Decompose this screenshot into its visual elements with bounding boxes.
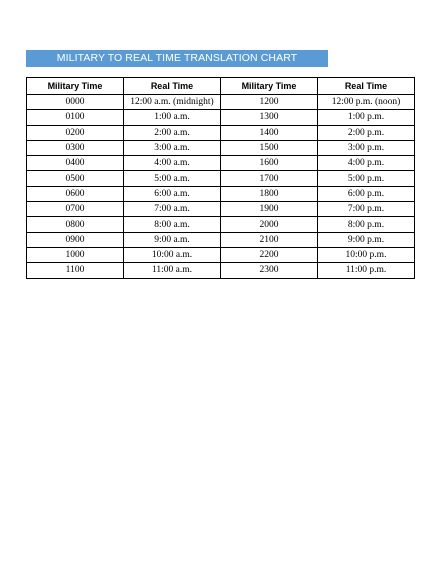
header-row: [27, 78, 415, 95]
translation-table: [26, 77, 415, 279]
table-row: [27, 140, 415, 155]
real-time-cell: 9:00 a.m.: [124, 232, 221, 247]
real-time-cell: 9:00 p.m.: [318, 232, 415, 247]
military-time-cell: 2100: [221, 232, 318, 247]
table-row: [27, 186, 415, 201]
table-row: [27, 263, 415, 278]
military-time-cell: 2000: [221, 217, 318, 232]
table-row: [27, 247, 415, 262]
military-time-cell: 0700: [27, 202, 124, 217]
real-time-cell: 5:00 p.m.: [318, 171, 415, 186]
header-real-time: Real Time: [318, 78, 415, 95]
military-time-cell: 0800: [27, 217, 124, 232]
table-row: [27, 202, 415, 217]
real-time-cell: 7:00 p.m.: [318, 202, 415, 217]
real-time-cell: 5:00 a.m.: [124, 171, 221, 186]
real-time-cell: 11:00 p.m.: [318, 263, 415, 278]
military-time-cell: 1400: [221, 125, 318, 140]
military-time-cell: 2300: [221, 263, 318, 278]
military-time-cell: 0500: [27, 171, 124, 186]
military-time-cell: 1500: [221, 140, 318, 155]
table-row: [27, 156, 415, 171]
table-row: [27, 171, 415, 186]
real-time-cell: 2:00 p.m.: [318, 125, 415, 140]
real-time-cell: 1:00 p.m.: [318, 110, 415, 125]
real-time-cell: 12:00 p.m. (noon): [318, 95, 415, 110]
real-time-cell: 7:00 a.m.: [124, 202, 221, 217]
real-time-cell: 1:00 a.m.: [124, 110, 221, 125]
military-time-cell: 0900: [27, 232, 124, 247]
chart-title: MILITARY TO REAL TIME TRANSLATION CHART: [26, 50, 328, 67]
real-time-cell: 12:00 a.m. (midnight): [124, 95, 221, 110]
military-time-cell: 1700: [221, 171, 318, 186]
header-military-time: Military Time: [221, 78, 318, 95]
real-time-cell: 10:00 a.m.: [124, 247, 221, 262]
real-time-cell: 10:00 p.m.: [318, 247, 415, 262]
military-time-cell: 0100: [27, 110, 124, 125]
military-time-cell: 1600: [221, 156, 318, 171]
real-time-cell: 3:00 a.m.: [124, 140, 221, 155]
military-time-cell: 0400: [27, 156, 124, 171]
table-row: [27, 110, 415, 125]
header-military-time: Military Time: [27, 78, 124, 95]
military-time-cell: 1800: [221, 186, 318, 201]
military-time-cell: 0000: [27, 95, 124, 110]
military-time-cell: 0300: [27, 140, 124, 155]
real-time-cell: 2:00 a.m.: [124, 125, 221, 140]
table-row: [27, 125, 415, 140]
military-time-cell: 1000: [27, 247, 124, 262]
header-real-time: Real Time: [124, 78, 221, 95]
real-time-cell: 8:00 a.m.: [124, 217, 221, 232]
military-time-cell: 1200: [221, 95, 318, 110]
real-time-cell: 8:00 p.m.: [318, 217, 415, 232]
real-time-cell: 4:00 a.m.: [124, 156, 221, 171]
military-time-cell: 1300: [221, 110, 318, 125]
table-row: [27, 217, 415, 232]
real-time-cell: 3:00 p.m.: [318, 140, 415, 155]
table-row: [27, 95, 415, 110]
military-time-cell: 1100: [27, 263, 124, 278]
real-time-cell: 6:00 p.m.: [318, 186, 415, 201]
military-time-cell: 0200: [27, 125, 124, 140]
real-time-cell: 6:00 a.m.: [124, 186, 221, 201]
table-row: [27, 232, 415, 247]
military-time-cell: 0600: [27, 186, 124, 201]
real-time-cell: 11:00 a.m.: [124, 263, 221, 278]
real-time-cell: 4:00 p.m.: [318, 156, 415, 171]
military-time-cell: 2200: [221, 247, 318, 262]
military-time-cell: 1900: [221, 202, 318, 217]
